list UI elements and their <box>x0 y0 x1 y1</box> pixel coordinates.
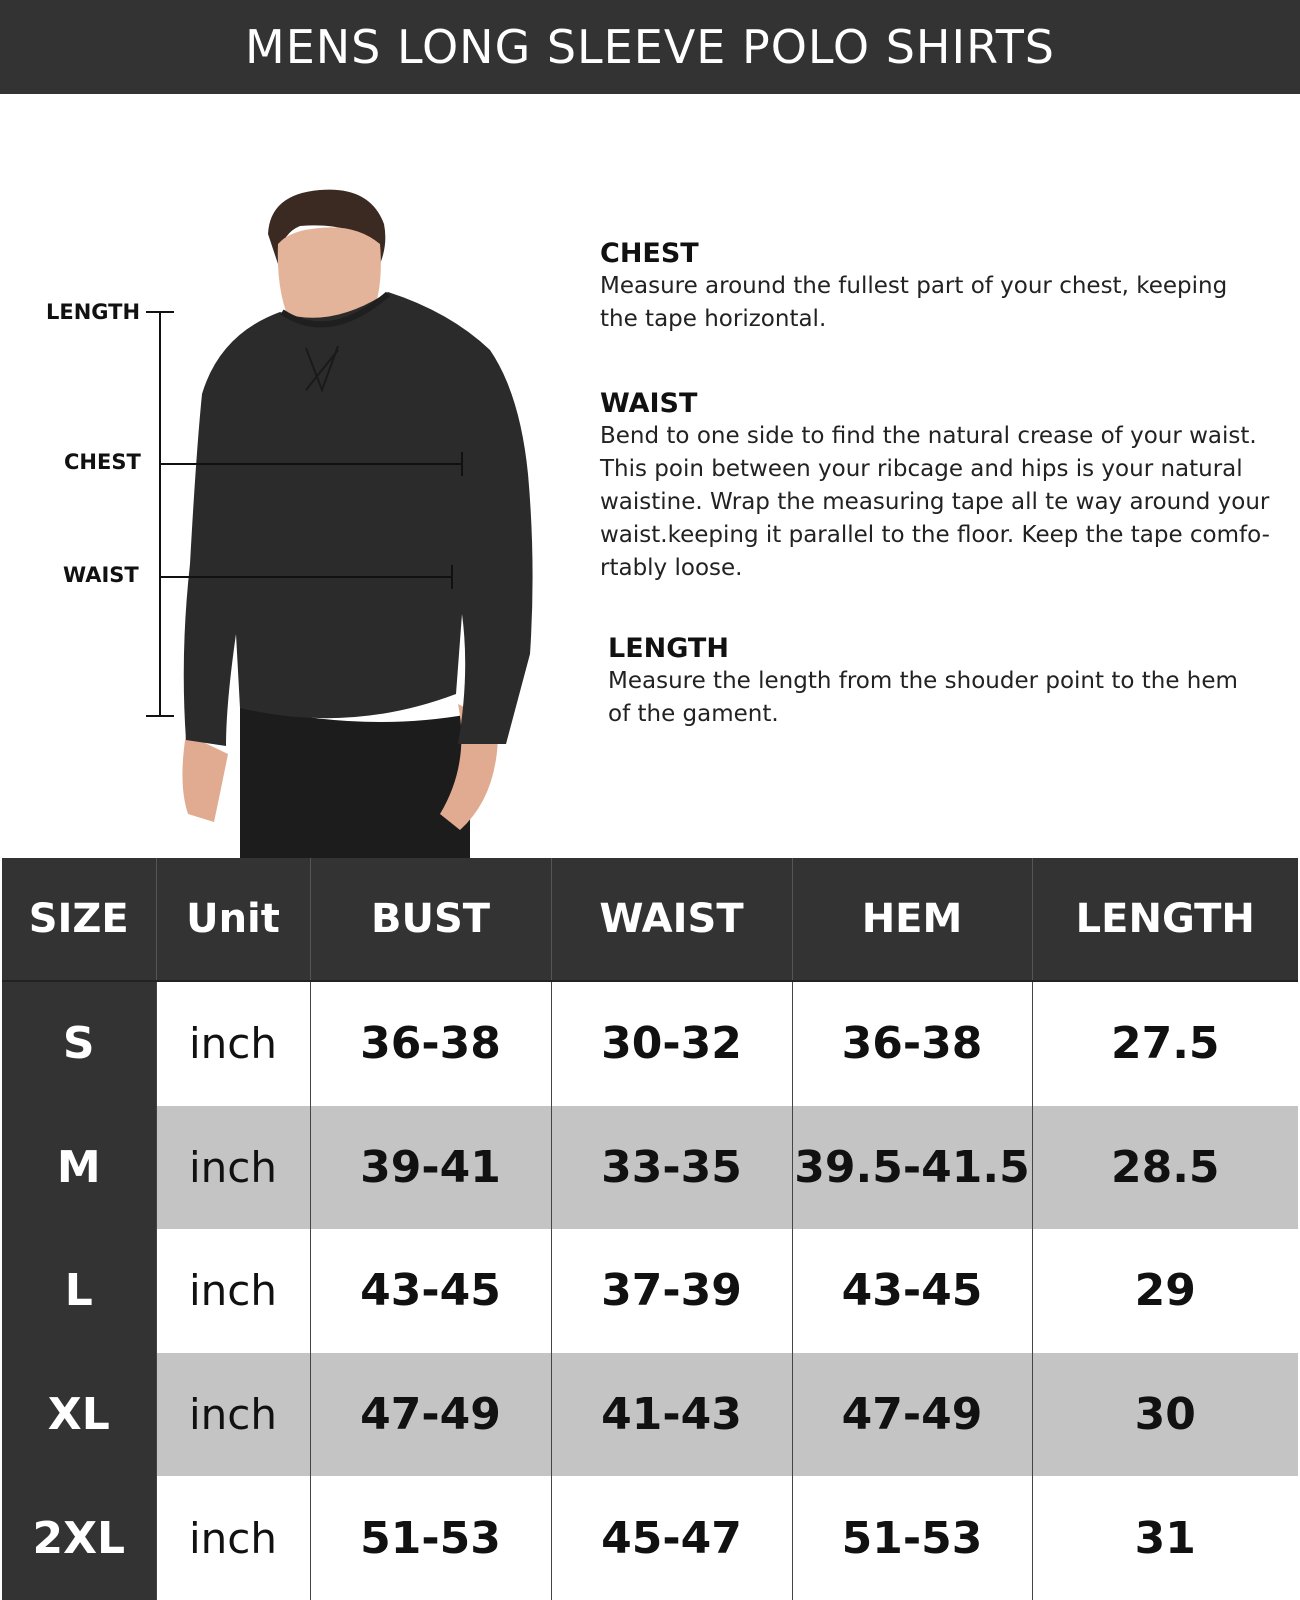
bust-cell: 36-38 <box>310 981 551 1106</box>
unit-cell: inch <box>156 1476 310 1600</box>
hem-cell: 39.5-41.5 <box>792 1106 1032 1230</box>
hem-cell: 36-38 <box>792 981 1032 1106</box>
table-row <box>2 981 1298 1106</box>
size-chart-table <box>2 858 1298 1600</box>
waist-heading: WAIST <box>600 388 698 419</box>
desc-line: Measure the length from the shouder point to the hem <box>608 668 1238 694</box>
bust-cell: 39-41 <box>310 1106 551 1230</box>
size-cell: S <box>2 981 156 1106</box>
desc-line: waist.keeping it parallel to the floor. Keep the tape comfo- <box>600 522 1270 548</box>
length-description <box>608 633 1288 731</box>
length-cell: 29 <box>1032 1229 1298 1353</box>
length-cell: 31 <box>1032 1476 1298 1600</box>
header-length: LENGTH <box>1032 858 1298 981</box>
waist-cell: 45-47 <box>551 1476 792 1600</box>
desc-line: rtably loose. <box>600 555 743 581</box>
unit-cell: inch <box>156 981 310 1106</box>
desc-line: This poin between your ribcage and hips is your natural <box>600 456 1243 482</box>
table-row <box>2 1353 1298 1477</box>
desc-line: Measure around the fullest part of your chest, keeping <box>600 273 1228 299</box>
waist-cell: 30-32 <box>551 981 792 1106</box>
hem-cell: 43-45 <box>792 1229 1032 1353</box>
header-waist: WAIST <box>551 858 792 981</box>
header-bust: BUST <box>310 858 551 981</box>
model-illustration <box>0 94 580 858</box>
desc-line: of the gament. <box>608 701 779 727</box>
unit-cell: inch <box>156 1229 310 1353</box>
size-cell: 2XL <box>2 1476 156 1600</box>
desc-line: waistine. Wrap the measuring tape all te way around your <box>600 489 1270 515</box>
chest-description <box>600 238 1290 336</box>
table-header-row <box>2 858 1298 981</box>
table-row <box>2 1229 1298 1353</box>
length-label: LENGTH <box>46 300 141 324</box>
size-cell: L <box>2 1229 156 1353</box>
length-cell: 28.5 <box>1032 1106 1298 1230</box>
size-cell: XL <box>2 1353 156 1477</box>
table-row <box>2 1106 1298 1230</box>
bust-cell: 47-49 <box>310 1353 551 1477</box>
header-size: SIZE <box>2 858 156 981</box>
hem-cell: 47-49 <box>792 1353 1032 1477</box>
unit-cell: inch <box>156 1106 310 1230</box>
length-heading: LENGTH <box>608 633 729 664</box>
desc-line: the tape horizontal. <box>600 306 827 332</box>
chest-heading: CHEST <box>600 238 699 269</box>
hem-cell: 51-53 <box>792 1476 1032 1600</box>
model-photo <box>0 94 580 858</box>
header-unit: Unit <box>156 858 310 981</box>
length-cell: 30 <box>1032 1353 1298 1477</box>
table-row <box>2 1476 1298 1600</box>
chest-label: CHEST <box>64 450 141 474</box>
waist-cell: 37-39 <box>551 1229 792 1353</box>
length-cell: 27.5 <box>1032 981 1298 1106</box>
bust-cell: 43-45 <box>310 1229 551 1353</box>
unit-cell: inch <box>156 1353 310 1477</box>
header-hem: HEM <box>792 858 1032 981</box>
page-title: MENS LONG SLEEVE POLO SHIRTS <box>0 0 1300 94</box>
size-cell: M <box>2 1106 156 1230</box>
waist-label: WAIST <box>63 563 139 587</box>
waist-cell: 33-35 <box>551 1106 792 1230</box>
waist-cell: 41-43 <box>551 1353 792 1477</box>
bust-cell: 51-53 <box>310 1476 551 1600</box>
waist-description <box>600 388 1290 585</box>
desc-line: Bend to one side to find the natural crease of your waist. <box>600 423 1257 449</box>
